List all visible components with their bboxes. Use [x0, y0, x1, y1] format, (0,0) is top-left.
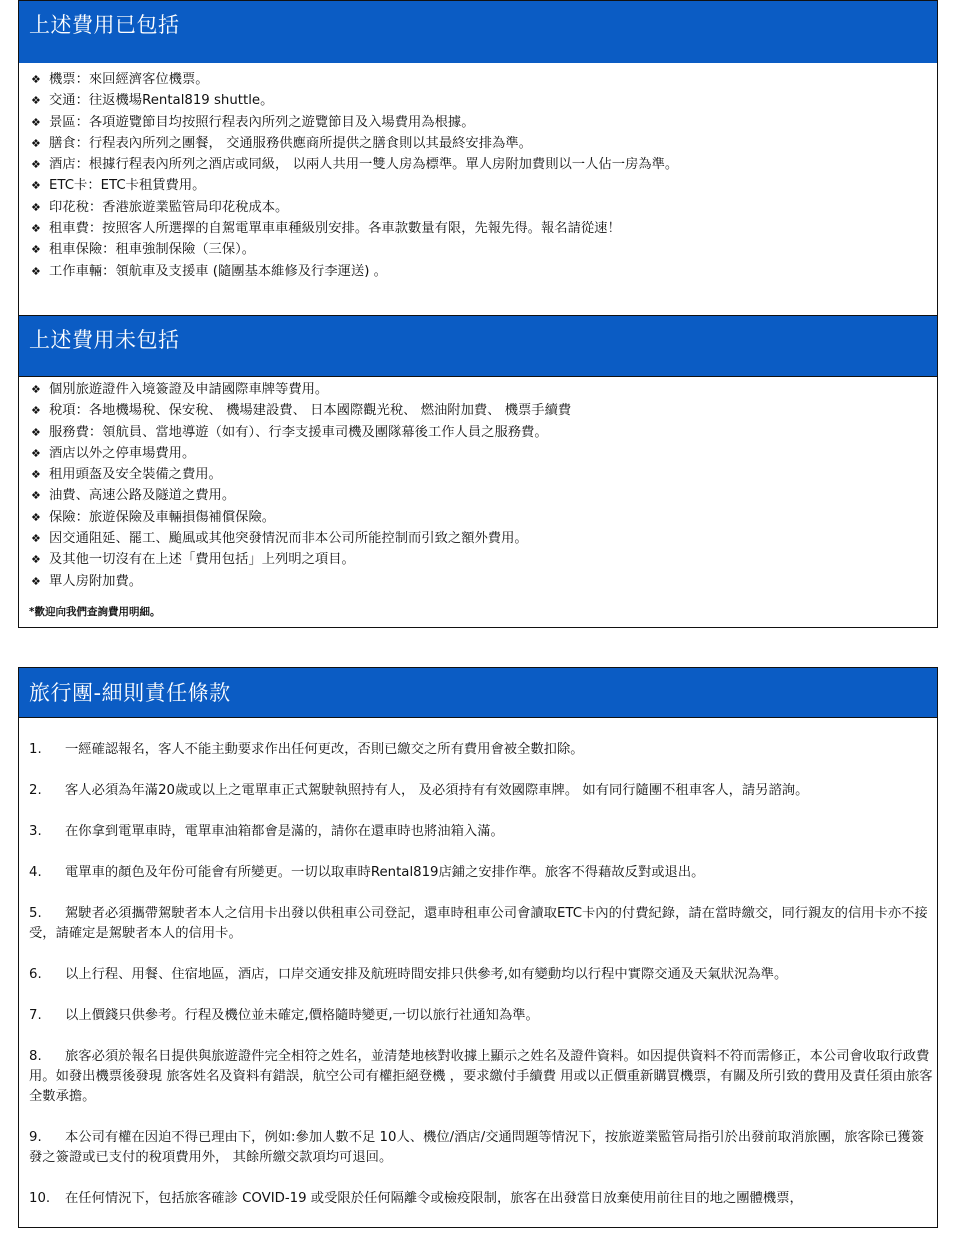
diamond-bullet-icon: ❖	[31, 532, 41, 546]
list-item: ❖ 個別旅遊證件入境簽證及申請國際車牌等費用。	[31, 379, 571, 400]
term-item: 9. 本公司有權在因迫不得已理由下，例如:參加人數不足 10人、機位/酒店/交通問題等情況下，按旅遊業監管局指引於出發前取消旅團，旅客除已獲簽發之簽證或已支付的稅項費用外， 其餘所繳交款項均可退回。	[29, 1130, 924, 1165]
fees-box	[18, 0, 938, 628]
diamond-bullet-icon: ❖	[31, 489, 41, 503]
list-item: ❖ 租車費：按照客人所選擇的自駕電單車車種級別安排。各車款數量有限，先報先得。報名請從速！	[31, 218, 678, 239]
list-item: ❖ 機票：來回經濟客位機票。	[31, 69, 678, 90]
terms-header: 旅行團-細則責任條款	[19, 668, 937, 718]
list-item: ❖ 工作車輛：領航車及支援車 (隨團基本維修及行李運送) 。	[31, 261, 678, 282]
list-item: ❖ 油費、高速公路及隧道之費用。	[31, 485, 571, 506]
term-item: 2. 客人必須為年滿20歲或以上之電單車正式駕駛執照持有人， 及必須持有有效國際車牌。 如有同行隨團不租車客人，請另諮詢。	[29, 783, 809, 798]
included-header: 上述費用已包括	[19, 1, 937, 63]
list-item: ❖ 及其他一切沒有在上述「費用包括」上列明之項目。	[31, 549, 571, 570]
diamond-bullet-icon: ❖	[31, 158, 41, 172]
diamond-bullet-icon: ❖	[31, 179, 41, 193]
list-item: ❖ 印花稅：香港旅遊業監管局印花稅成本。	[31, 197, 678, 218]
diamond-bullet-icon: ❖	[31, 574, 41, 588]
term-item: 4. 電單車的顏色及年份可能會有所變更。一切以取車時Rental819店鋪之安排作準。旅客不得藉故反對或退出。	[29, 865, 705, 880]
list-item: ❖ 酒店：根據行程表內所列之酒店或同級， 以兩人共用一雙人房為標準。單人房附加費則以一人佔一房為準。	[31, 154, 678, 175]
inquiry-note: *歡迎向我們查詢費用明細。	[29, 606, 161, 618]
term-item: 7. 以上價錢只供參考。行程及機位並未確定,價格隨時變更,一切以旅行社通知為準。	[29, 1008, 539, 1023]
diamond-bullet-icon: ❖	[31, 115, 41, 129]
excluded-header: 上述費用未包括	[19, 315, 937, 377]
list-item: ❖ 交通：往返機場Rental819 shuttle。	[31, 90, 678, 111]
diamond-bullet-icon: ❖	[31, 446, 41, 460]
term-item: 10. 在任何情況下，包括旅客確診 COVID-19 或受限於任何隔離令或檢疫限制，旅客在出發當日放棄使用前往目的地之團體機票，	[29, 1191, 803, 1206]
terms-list	[29, 740, 933, 1209]
diamond-bullet-icon: ❖	[31, 136, 41, 150]
list-item: ❖ ETC卡：ETC卡租賃費用。	[31, 175, 678, 196]
list-item: ❖ 稅項：各地機場稅、保安稅、 機場建設費、 日本國際觀光稅、 燃油附加費、 機票手續費	[31, 400, 571, 421]
diamond-bullet-icon: ❖	[31, 404, 41, 418]
diamond-bullet-icon: ❖	[31, 425, 41, 439]
list-item: ❖ 因交通阻延、罷工、颱風或其他突發情況而非本公司所能控制而引致之額外費用。	[31, 528, 571, 549]
diamond-bullet-icon: ❖	[31, 73, 41, 86]
term-item: 3. 在你拿到電單車時，電單車油箱都會是滿的，請你在還車時也將油箱入滿。	[29, 824, 504, 839]
diamond-bullet-icon: ❖	[31, 200, 41, 214]
diamond-bullet-icon: ❖	[31, 94, 41, 108]
list-item: ❖ 租車保險：租車強制保險（三保）。	[31, 239, 678, 260]
diamond-bullet-icon: ❖	[31, 553, 41, 567]
list-item: ❖ 景區：各項遊覽節目均按照行程表內所列之遊覽節目及入場費用為根據。	[31, 112, 678, 133]
term-item: 5. 駕駛者必須攜帶駕駛者本人之信用卡出發以供租車公司登記，還車時租車公司會讀取ETC卡內的付費紀錄，請在當時繳交，同行親友的信用卡亦不接受，請確定是駕駛者本人的信用卡。	[29, 906, 928, 941]
list-item: ❖ 租用頭盔及安全裝備之費用。	[31, 464, 571, 485]
list-item: ❖ 單人房附加費。	[31, 571, 571, 592]
list-item: ❖ 保險：旅遊保險及車輛損傷補償保險。	[31, 507, 571, 528]
term-item: 6. 以上行程、用餐、住宿地區，酒店，口岸交通安排及航班時間安排只供參考,如有變動均以行程中實際交通及天氣狀況為準。	[29, 967, 788, 982]
diamond-bullet-icon: ❖	[31, 243, 41, 257]
diamond-bullet-icon: ❖	[31, 468, 41, 482]
terms-box	[18, 667, 938, 1228]
list-item: ❖ 膳食：行程表內所列之團餐， 交通服務供應商所提供之膳食則以其最終安排為準。	[31, 133, 678, 154]
diamond-bullet-icon: ❖	[31, 222, 41, 236]
excluded-list	[31, 379, 571, 592]
term-item: 1. 一經確認報名，客人不能主動要求作出任何更改，否則已繳交之所有費用會被全數扣除。	[29, 742, 584, 757]
list-item: ❖ 酒店以外之停車場費用。	[31, 443, 571, 464]
diamond-bullet-icon: ❖	[31, 264, 41, 278]
term-item: 8. 旅客必須於報名日提供與旅遊證件完全相符之姓名，並清楚地核對收據上顯示之姓名及證件資料。如因提供資料不符而需修正，本公司會收取行政費用。如發出機票後發現 旅客姓名及資料有錯誤，航空公司有權拒絕登機 ，要求繳付手續費 用或以正價重新購買機票，有關及所引致的費用及責任須由旅客全數承擔。	[29, 1049, 933, 1104]
included-list	[31, 69, 678, 282]
list-item: ❖ 服務費：領航員、當地導遊（如有）、行李支援車司機及團隊幕後工作人員之服務費。	[31, 422, 571, 443]
diamond-bullet-icon: ❖	[31, 510, 41, 524]
diamond-bullet-icon: ❖	[31, 383, 41, 396]
